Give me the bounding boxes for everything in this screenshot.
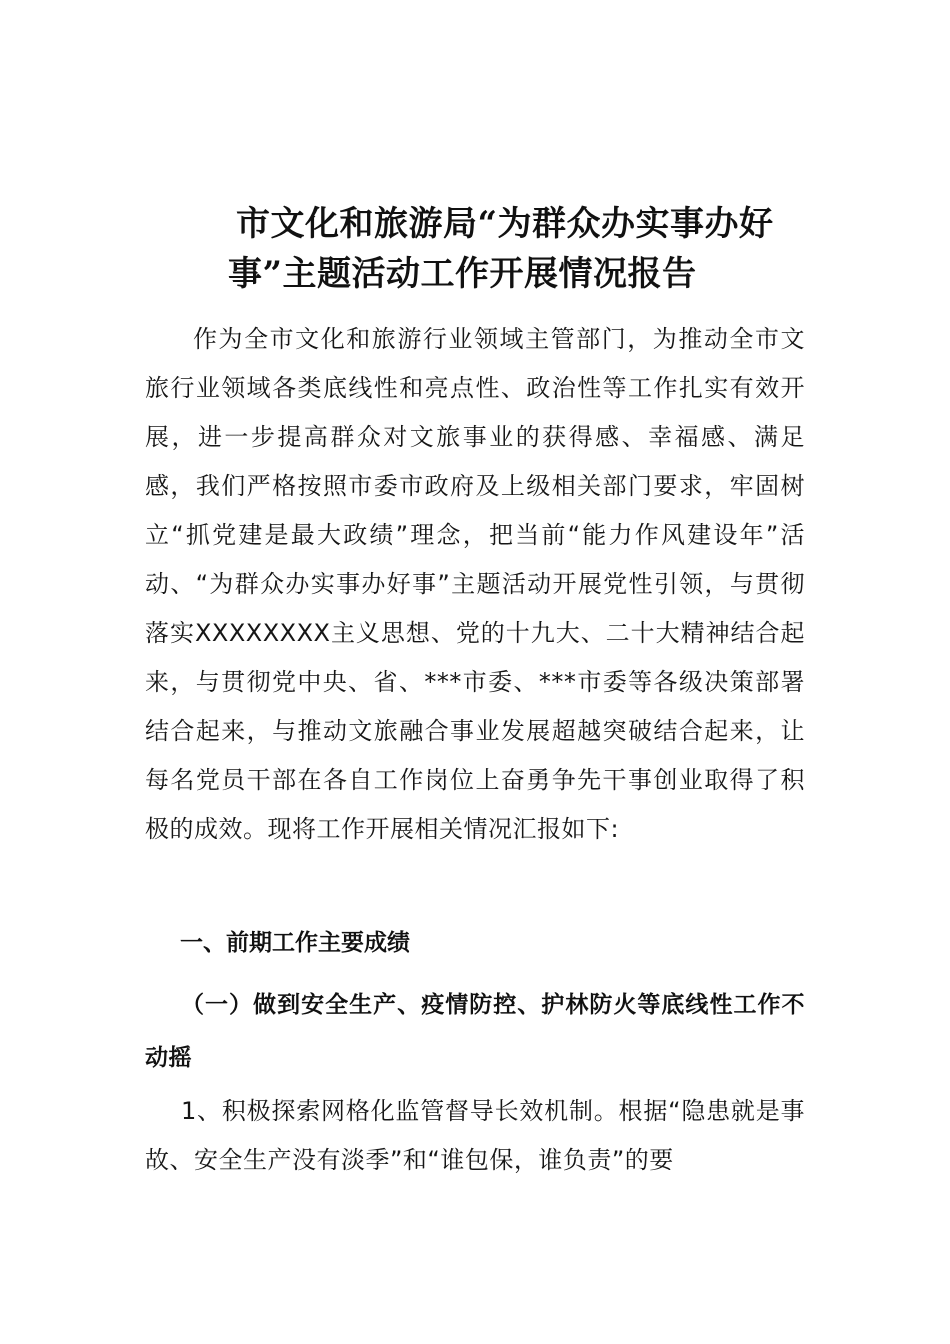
document-title-line-1: 市文化和旅游局“为群众办实事办好	[236, 204, 774, 244]
document-title-line-2: 事”主题活动工作开展情况报告	[228, 254, 697, 294]
intro-paragraph: 作为全市文化和旅游行业领域主管部门，为推动全市文旅行业领域各类底线性和亮点性、政治性等工作扎实有效开展，进一步提高群众对文旅事业的获得感、幸福感、满足感，我们严格按照市委市政府及上级相关部门要求，牢固树立“抓党建是最大政绩”理念，把当前“能力作风建设年”活动、“为群众办实事办好事”主题活动开展党性引领，与贯彻落实XXXXXXXX主义思想、党的十九大、二十大精神结合起来，与贯彻党中央、省、***市委、***市委等各级决策部署结合起来，与推动文旅融合事业发展超越突破结合起来，让每名党员干部在各自工作岗位上奋勇争先干事创业取得了积极的成效。现将工作开展相关情况汇报如下:	[145, 325, 805, 843]
subsection-heading: （一）做到安全生产、疫情防控、护林防火等底线性工作不动摇	[145, 992, 805, 1071]
section-heading: 一、前期工作主要成绩	[180, 930, 410, 956]
item-paragraph: 1、积极探索网格化监管督导长效机制。根据“隐患就是事故、安全生产没有淡季”和“谁包保，谁负责”的要	[145, 1097, 805, 1174]
